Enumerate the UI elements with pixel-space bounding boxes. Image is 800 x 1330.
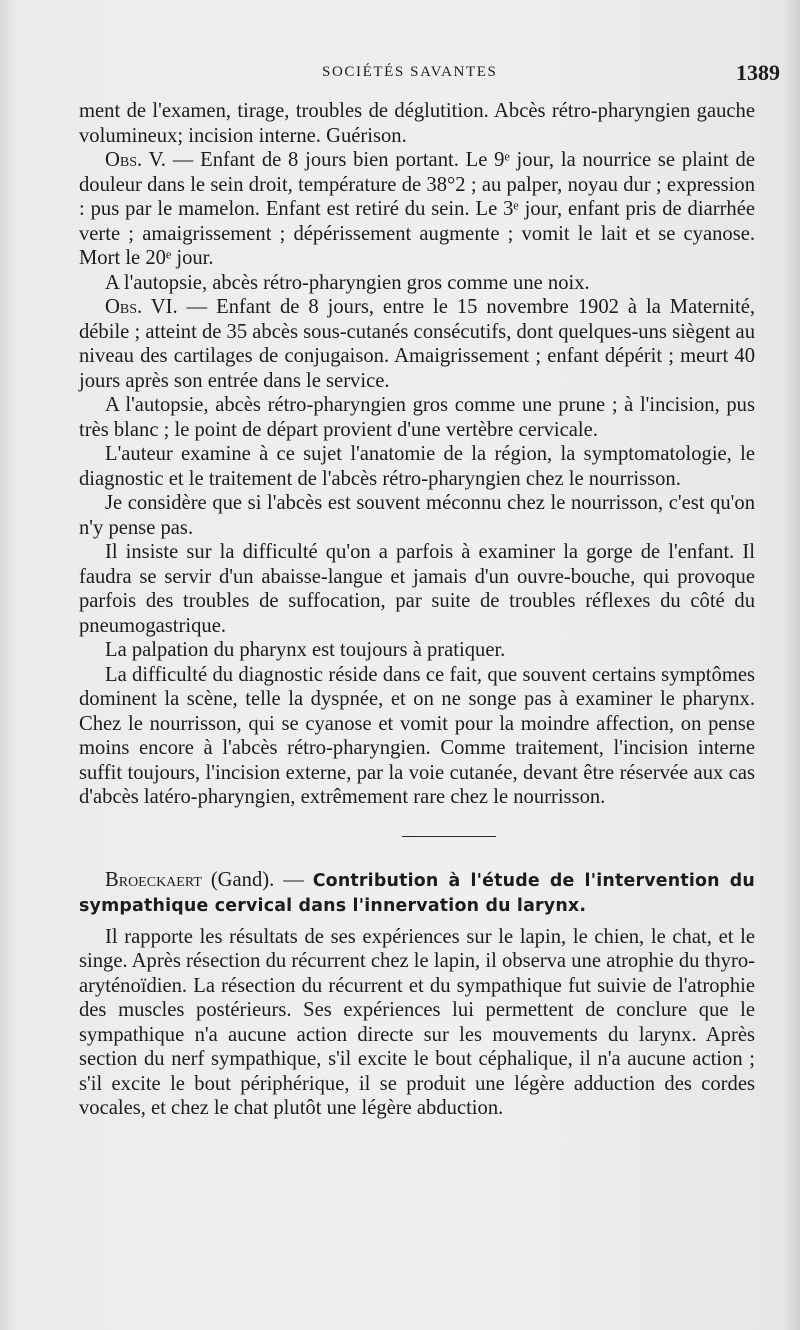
paragraph: Je considère que si l'abcès est souvent méconnu chez le nourrisson, c'est qu'on n'y pense pas. [79, 492, 755, 539]
observation-text: — Enfant de 8 jours, entre le 15 novembre 1902 à la Maternité, débile ; atteint de 35 abcès sous-cutanés consécutifs, dont quelques-uns siègent au niveau des cartilages de conjugaison. Amaigrissement ; enfant dépérit ; meurt 40 jours après son entrée dans le service. [79, 296, 755, 392]
paragraph-continued: ment de l'examen, tirage, troubles de déglutition. Abcès rétro-pharyngien gauche volumineux; incision interne. Guérison. [79, 100, 755, 147]
page-number: 1389 [736, 60, 780, 85]
page-edge-shadow [782, 0, 800, 1330]
section-author: Broeckaert [105, 868, 202, 891]
paragraph: La palpation du pharynx est toujours à pratiquer. [105, 639, 506, 661]
section-title: Contribution à l'étude de l'intervention du sympathique cervical dans l'innervation du larynx. [79, 870, 755, 916]
paragraph: Il insiste sur la difficulté qu'on a parfois à examiner la gorge de l'enfant. Il faudra se servir d'un abaisse-langue et jamais d'un ouvre-bouche, qui provoque parfois des troubles de suffocation, par suite de troubles réflexes du côté du pneumogastrique. [79, 541, 755, 637]
observation-label: Obs. V. [105, 149, 166, 171]
observation-5 [79, 148, 755, 271]
observation-label: Obs. VI. [105, 296, 178, 318]
article-body [79, 99, 755, 1121]
paragraph: L'auteur examine à ce sujet l'anatomie de la région, la symptomatologie, le diagnostic et le traitement de l'abcès rétro-pharyngien chez le nourrisson. [79, 443, 755, 490]
section-separator-rule [402, 836, 496, 837]
autopsy-paragraph-2: A l'autopsie, abcès rétro-pharyngien gros comme une prune ; à l'incision, pus très blanc ; le point de départ provient d'une vertèbre cervicale. [79, 394, 755, 441]
running-head: SOCIÉTÉS SAVANTES [322, 64, 498, 80]
section-location: (Gand). — [201, 868, 313, 891]
observation-text: — Enfant de 8 jours bien portant. Le 9ᵉ jour, la nourrice se plaint de douleur dans le sein droit, température de 38°2 ; au palper, noyau dur ; expression : pus par le mamelon. Enfant est retiré du sein. Le 3ᵉ jour, enfant pris de diarrhée verte ; amaigrissement ; dépérissement augmente ; vomit le lait et se cyanose. Mort le 20ᵉ jour. [79, 149, 755, 269]
paragraph: La difficulté du diagnostic réside dans ce fait, que souvent certains symptômes dominent la scène, telle la dyspnée, et on ne songe pas à examiner le pharynx. Chez le nourrisson, qui se cyanose et vomit pour la moindre affection, on pense moins encore à l'abcès rétro-pharyngien. Comme traitement, l'incision interne suffit toujours, l'incision externe, par la voie cutanée, devant être réservée aux cas d'abcès latéro-pharyngien, extrêmement rare chez le nourrisson. [79, 663, 755, 808]
observation-6 [79, 295, 755, 393]
section-heading [79, 868, 755, 919]
section-paragraph: Il rapporte les résultats de ses expériences sur le lapin, le chien, le chat, et le singe. Après résection du récurrent chez le lapin, il observa une atrophie du thyro-aryténoïdien. La résection du récurrent et du sympathique fut suivie de l'atrophie des muscles postérieurs. Ses expériences lui permettent de conclure que le sympathique n'a aucune action directe sur les mouvements du larynx. Après section du nerf sympathique, s'il excite le bout céphalique, il n'a aucune action ; s'il excite le bout périphérique, il se produit une légère adduction des cordes vocales, et chez le chat plutôt une légère abduction. [79, 925, 755, 1119]
autopsy-paragraph-1: A l'autopsie, abcès rétro-pharyngien gros comme une noix. [105, 271, 590, 294]
page-header [80, 60, 780, 88]
